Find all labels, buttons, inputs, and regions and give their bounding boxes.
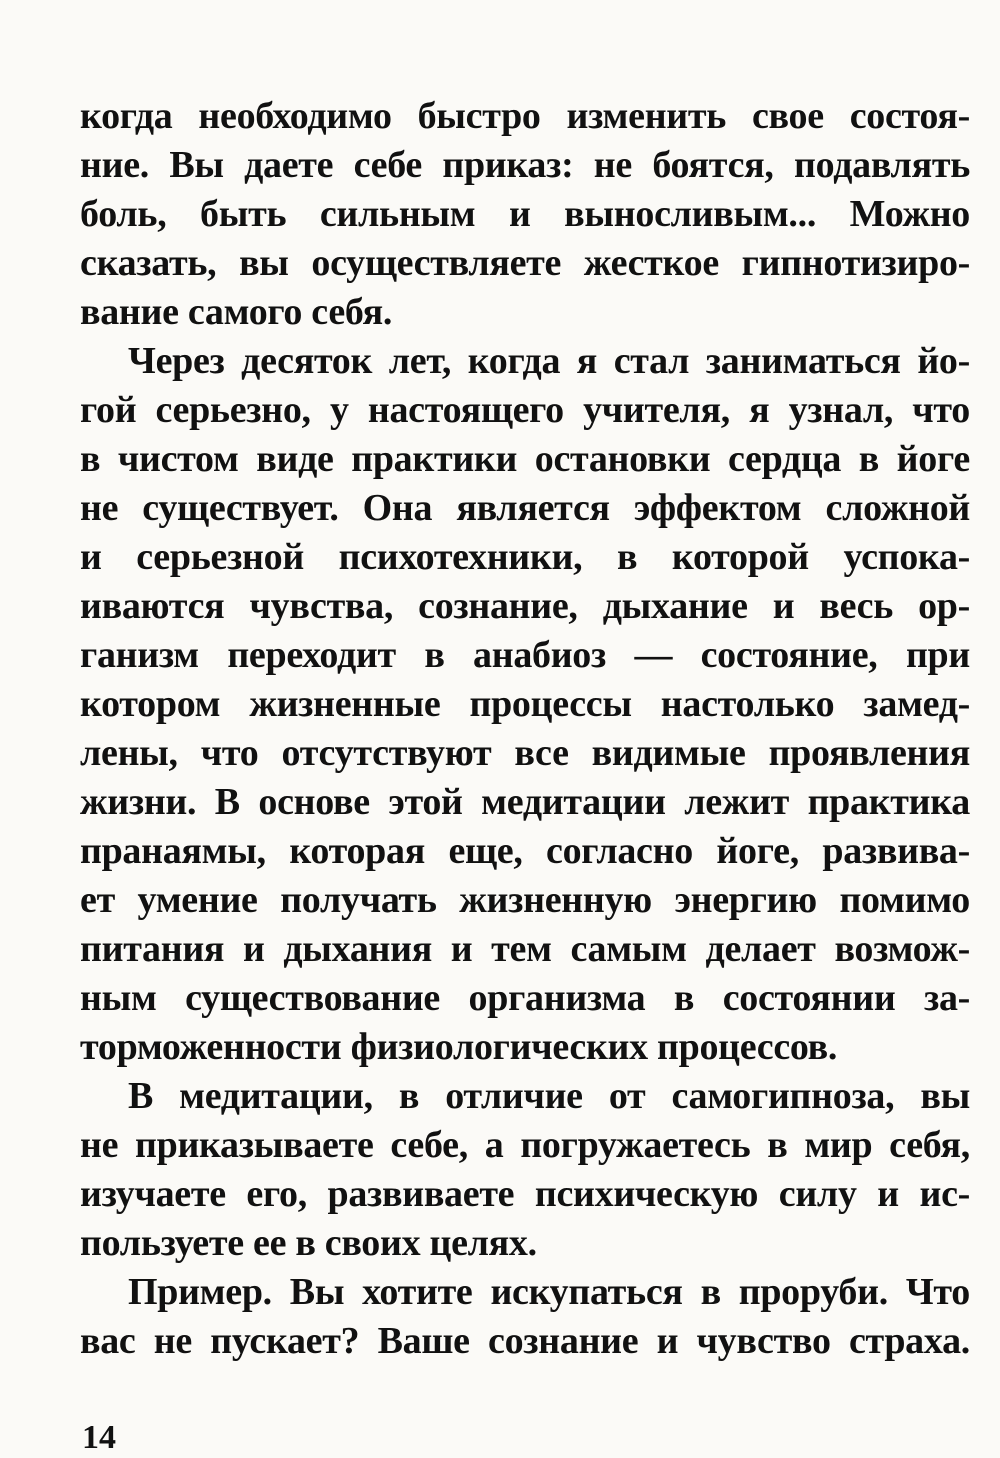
text-line: боль, быть сильным и выносливым... Можно	[80, 193, 970, 235]
text-line: вание самого себя.	[80, 291, 393, 333]
text-line: гой серьезно, у настоящего учителя, я узнал, что	[80, 389, 970, 431]
text-line: В медитации, в отличие от самогипноза, вы	[128, 1075, 970, 1117]
text-line: ние. Вы даете себе приказ: не боятся, подавлять	[80, 144, 970, 186]
paragraph-1	[80, 92, 970, 337]
page-number: 14	[82, 1419, 116, 1456]
text-line: в чистом виде практики остановки сердца в йоге	[80, 438, 970, 480]
text-line: не приказываете себе, а погружаетесь в мир себя,	[80, 1124, 970, 1166]
text-line: иваются чувства, сознание, дыхание и весь ор-	[80, 585, 970, 627]
text-line: и серьезной психотехники, в которой успока-	[80, 536, 970, 578]
paragraph-2	[80, 337, 970, 1072]
body-text	[80, 92, 970, 1366]
text-line: Через десяток лет, когда я стал заниматься йо-	[128, 340, 970, 382]
text-line: торможенности физиологических процессов.	[80, 1026, 838, 1068]
text-line: котором жизненные процессы настолько замед-	[80, 683, 970, 725]
text-line: ганизм переходит в анабиоз — состояние, при	[80, 634, 970, 676]
paragraph-4	[80, 1268, 970, 1366]
text-line: ным существование организма в состоянии за-	[80, 977, 970, 1019]
text-line: вас не пускает? Ваше сознание и чувство страха.	[80, 1320, 970, 1362]
text-line: Пример. Вы хотите искупаться в проруби. Что	[128, 1271, 970, 1313]
text-line: когда необходимо быстро изменить свое состоя-	[80, 95, 970, 137]
text-line: лены, что отсутствуют все видимые проявления	[80, 732, 970, 774]
text-line: питания и дыхания и тем самым делает возмож-	[80, 928, 970, 970]
text-line: ет умение получать жизненную энергию помимо	[80, 879, 970, 921]
text-line: не существует. Она является эффектом сложной	[80, 487, 970, 529]
text-line: изучаете его, развиваете психическую силу и ис-	[80, 1173, 970, 1215]
text-line: пользуете ее в своих целях.	[80, 1222, 537, 1264]
text-line: сказать, вы осуществляете жесткое гипнотизиро-	[80, 242, 970, 284]
text-line: жизни. В основе этой медитации лежит практика	[80, 781, 970, 823]
text-line: пранаямы, которая еще, согласно йоге, развива-	[80, 830, 970, 872]
paragraph-3	[80, 1072, 970, 1268]
